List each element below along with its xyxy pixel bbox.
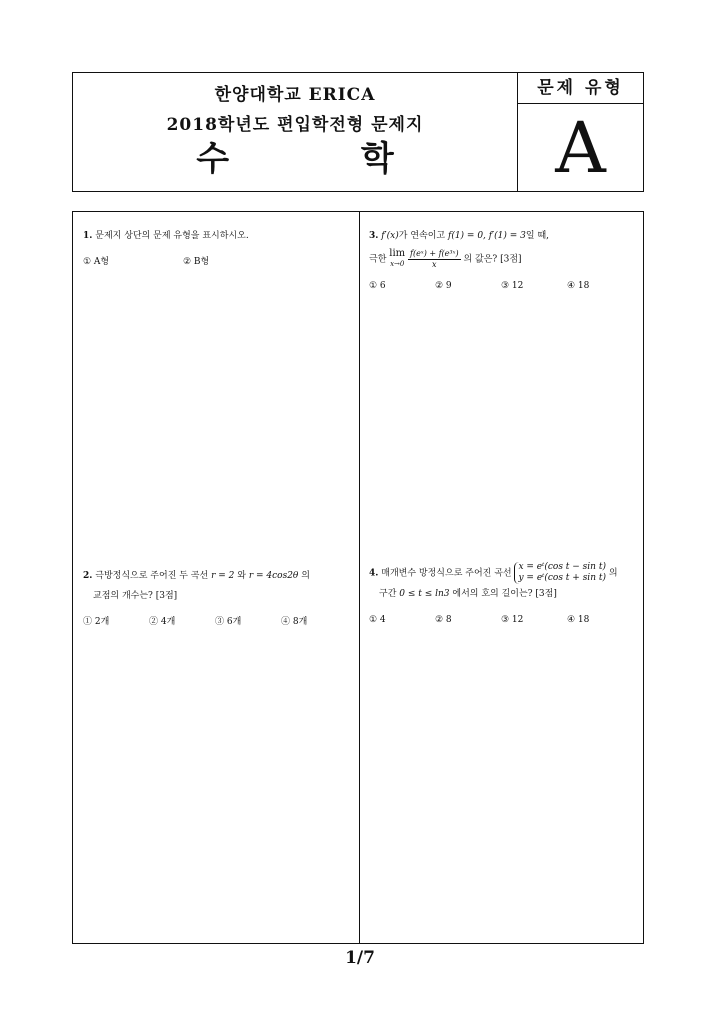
question-text: 극방정식으로 주어진 두 곡선	[95, 571, 209, 581]
column-divider	[359, 212, 360, 943]
answer-choices	[369, 610, 641, 630]
choice-4[interactable]: ④ 8개	[281, 617, 308, 627]
question-number: 2.	[83, 571, 93, 581]
choice-1[interactable]: ① 4	[369, 615, 386, 625]
answer-choices	[83, 252, 349, 272]
questions-area	[72, 211, 644, 944]
question-text: 의 값은? [3점]	[463, 254, 522, 265]
question-4	[369, 562, 641, 630]
university-name: 한양대학교 ERICA	[214, 85, 376, 105]
limit-operator	[389, 248, 405, 270]
parametric-system	[514, 562, 606, 584]
fraction-denominator: x	[432, 259, 437, 269]
choice-1[interactable]: ① 6	[369, 281, 386, 291]
question-text: 의	[301, 571, 310, 581]
question-text: 의	[608, 568, 618, 579]
choice-2[interactable]: ② 9	[435, 281, 452, 291]
limit-subscript: x→0	[390, 260, 405, 268]
question-text: 가 연속이고	[398, 231, 446, 241]
choice-4[interactable]: ④ 18	[567, 281, 590, 291]
choice-2[interactable]: ② 8	[435, 615, 452, 625]
exam-type-value: A	[555, 107, 606, 189]
question-text: 일 때,	[525, 231, 550, 241]
math-expression: f(1) = 0,	[447, 231, 486, 241]
exam-type-block	[518, 73, 643, 191]
question-text: 구간	[379, 589, 397, 599]
answer-choices	[83, 612, 349, 632]
exam-type-label: 문제 유형	[518, 73, 643, 104]
question-number: 3.	[369, 231, 379, 241]
exam-title-block	[73, 73, 518, 191]
math-expression: f′(x)	[381, 231, 399, 241]
math-expression: f′(1) = 3	[488, 231, 526, 241]
question-3	[369, 226, 635, 296]
equation-x: x = eᵗ(cos t − sin t)	[518, 562, 606, 572]
question-text: 매개변수 방정식으로 주어진 곡선	[381, 568, 512, 579]
choice-2[interactable]: ② B형	[183, 257, 210, 267]
page-number: 1/7	[345, 948, 375, 968]
question-2	[83, 566, 349, 632]
equation-y: y = eᵗ(cos t + sin t)	[518, 573, 606, 583]
fraction	[408, 249, 461, 270]
choice-3[interactable]: ③ 12	[501, 281, 524, 291]
question-text: 문제지 상단의 문제 유형을 표시하시오.	[95, 231, 249, 241]
question-number: 4.	[369, 568, 379, 579]
choice-2[interactable]: ② 4개	[149, 617, 176, 627]
question-text: 교점의 개수는? [3점]	[93, 591, 178, 601]
math-expression: 0 ≤ t ≤ ln3	[399, 589, 450, 599]
fraction-numerator: f(eˣ) + f(e³ˣ)	[410, 248, 459, 258]
question-1	[83, 226, 349, 272]
choice-3[interactable]: ③ 12	[501, 615, 524, 625]
exam-title: 2018학년도 편입학전형 문제지	[166, 115, 424, 135]
choice-1[interactable]: ① A형	[83, 257, 110, 267]
choice-1[interactable]: ① 2개	[83, 617, 110, 627]
subject-title: 수 학	[196, 139, 454, 179]
choice-3[interactable]: ③ 6개	[215, 617, 242, 627]
math-expression: r = 2	[211, 571, 235, 581]
question-text: 극한	[369, 254, 387, 265]
question-text: 와	[237, 571, 246, 581]
question-number: 1.	[83, 231, 93, 241]
exam-header	[72, 72, 644, 192]
answer-choices	[369, 276, 635, 296]
math-expression: r = 4cos2θ	[248, 571, 299, 581]
limit-word: lim	[389, 248, 406, 259]
question-text: 에서의 호의 길이는? [3점]	[452, 589, 557, 599]
choice-4[interactable]: ④ 18	[567, 615, 590, 625]
